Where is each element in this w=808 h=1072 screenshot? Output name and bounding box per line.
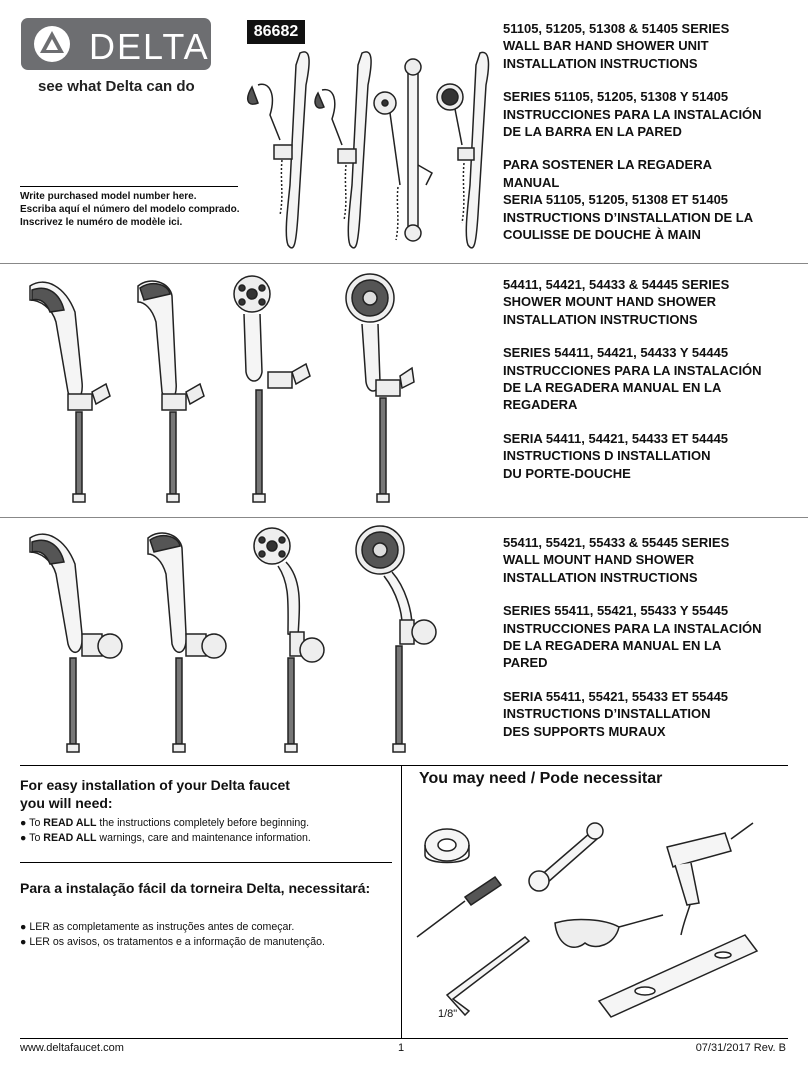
column-divider xyxy=(401,765,402,1039)
footer-line xyxy=(20,1038,788,1039)
para-instalacao-bullet-1: ● LER as completamente as instruções antes de começar. xyxy=(20,921,295,933)
page-number: 1 xyxy=(398,1042,405,1054)
divider-4 xyxy=(20,862,392,863)
model-note-fr: Inscrivez le numéro de modèle ici. xyxy=(20,217,183,228)
shower-mount-illustration xyxy=(20,272,450,504)
hex-key-label: 1/8" xyxy=(438,1008,458,1020)
model-number-line xyxy=(20,186,238,187)
footer-date-rev: 07/31/2017 Rev. B xyxy=(695,1042,786,1054)
footer-url[interactable]: www.deltafaucet.com xyxy=(20,1042,124,1054)
plumbers-tape-icon xyxy=(425,829,469,863)
easy-install-bullet-1: ● To READ ALL the instructions completely before beginning. xyxy=(20,817,310,829)
screwdriver-icon xyxy=(417,877,501,937)
delta-triangle-icon xyxy=(31,24,73,64)
tagline: see what Delta can do xyxy=(38,78,195,95)
easy-install-list xyxy=(20,816,311,846)
para-instalacao-list xyxy=(20,920,325,950)
easy-install-heading: For easy installation of your Delta faucet you will need: xyxy=(20,777,290,811)
model-number-badge: 86682 xyxy=(247,20,305,44)
wrench-icon xyxy=(529,823,603,891)
divider-2 xyxy=(0,517,808,518)
delta-logo xyxy=(21,18,211,70)
model-note-es: Escriba aquí el número del modelo comprado. xyxy=(20,204,240,215)
para-instalacao-bullet-2: ● LER os avisos, os tratamentos e a informação de manutenção. xyxy=(20,936,325,948)
section3-titles: 55411, 55421, 55433 & 55445 SERIES WALL MOUNT HAND SHOWER INSTALLATION INSTRUCTIONS SERIES 55411, 55421, 55433 Y 55445 INSTRUCCIONES PARA LA INSTALACIÓN DE LA REGADERA MANUAL EN LA PARED SERIA 55411, 55421, 55433 ET 55445 INSTRUCTIONS D’INSTALLATION DES SUPPORTS MURAUX xyxy=(503,535,762,739)
wall-mount-illustration xyxy=(20,524,450,756)
model-number-note xyxy=(20,190,240,229)
drill-icon xyxy=(667,823,753,935)
divider-1 xyxy=(0,263,808,264)
you-may-need-heading: You may need / Pode necessitar xyxy=(419,770,663,787)
section2-titles: 54411, 54421, 54433 & 54445 SERIES SHOWER MOUNT HAND SHOWER INSTALLATION INSTRUCTIONS SERIES 54411, 54421, 54433 Y 54445 INSTRUCCIONES PARA LA INSTALACIÓN DE LA REGADERA MANUAL EN LA REGADERA SERIA 54411, 54421, 54433 ET 54445 INSTRUCTIONS D INSTALLATION DU PORTE-DOUCHE xyxy=(503,277,762,481)
hex-key-icon xyxy=(447,937,529,1015)
tools-illustration xyxy=(405,805,785,1035)
divider-3 xyxy=(20,765,788,766)
safety-glasses-icon xyxy=(555,915,663,947)
para-instalacao-heading: Para a instalação fácil da torneira Delta, necessitará: xyxy=(20,880,371,896)
model-note-en: Write purchased model number here. xyxy=(20,191,197,202)
level-icon xyxy=(599,935,757,1017)
logo-wordmark: DELTA xyxy=(89,26,210,67)
section1-titles: 51105, 51205, 51308 & 51405 SERIES WALL BAR HAND SHOWER UNIT INSTALLATION INSTRUCTIONS SERIES 51105, 51205, 51308 Y 51405 INSTRUCCIONES PARA LA INSTALACIÓN DE LA BARRA EN LA PARED PARA SOSTENER LA REGADERA MANUAL SERIA 51105, 51205, 51308 ET 51405 INSTRUCTIONS D’INSTALLATION DE LA COULISSE DE DOUCHE À MAIN xyxy=(503,21,762,243)
wall-bar-illustration xyxy=(240,45,500,257)
easy-install-bullet-2: ● To READ ALL warnings, care and maintenance information. xyxy=(20,832,311,844)
